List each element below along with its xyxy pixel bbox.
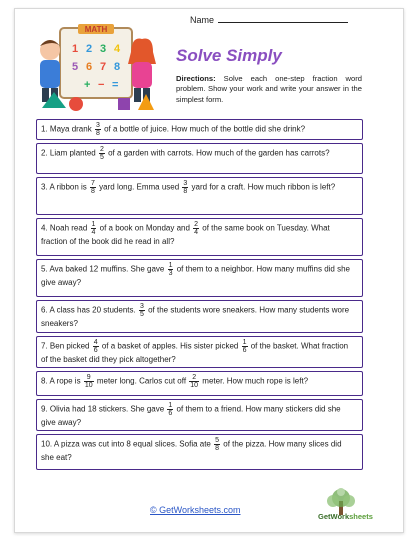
question-number: 7. xyxy=(41,341,50,351)
question-number: 2. xyxy=(41,148,50,158)
fraction-numerator: 1 xyxy=(168,262,173,269)
fraction-numerator: 4 xyxy=(93,339,98,346)
fraction-denominator: 8 xyxy=(91,188,95,195)
question-number: 1. xyxy=(41,124,50,134)
fraction-denominator: 4 xyxy=(91,229,96,236)
fraction-numerator: 9 xyxy=(84,374,94,382)
directions-label: Directions: xyxy=(176,74,216,83)
svg-text:=: = xyxy=(112,79,119,91)
question-text: A pizza was cut into 8 equal slices. Sofia ate xyxy=(53,439,214,449)
fraction-denominator: 8 xyxy=(215,445,220,452)
question-item xyxy=(36,336,363,368)
fraction xyxy=(189,374,199,389)
question-text: of them to a neighbor. How many muffins did she give away? xyxy=(41,264,350,287)
fraction-denominator: 8 xyxy=(95,130,100,137)
name-label: Name xyxy=(190,15,215,25)
question-text: of a basket of apples. His sister picked xyxy=(99,341,241,351)
fraction xyxy=(91,221,97,236)
question-text: Olivia had 18 stickers. She gave xyxy=(49,404,167,414)
question-text: of the pizza. How many slices did she eat? xyxy=(41,439,342,462)
svg-text:7: 7 xyxy=(100,61,107,73)
fraction-denominator: 4 xyxy=(194,229,199,236)
fraction xyxy=(95,122,101,137)
fraction-denominator: 10 xyxy=(84,382,93,389)
question-text: of a bottle of juice. How much of the bottle did she drink? xyxy=(101,124,306,134)
worksheet-title: Solve Simply xyxy=(176,46,282,65)
fraction xyxy=(90,180,96,195)
question-text: yard long. Emma used xyxy=(96,182,182,192)
question-item xyxy=(36,143,363,174)
fraction xyxy=(214,437,220,452)
question-text: of the same book on Tuesday. What fraction of the book did he read in all? xyxy=(41,223,330,246)
question-text: of the students wore sneakers. How many students wore sneakers? xyxy=(41,305,350,328)
fraction-numerator: 2 xyxy=(99,146,104,153)
question-text: Ben picked xyxy=(49,341,92,351)
question-item xyxy=(36,259,363,297)
fraction xyxy=(99,146,105,161)
svg-text:2: 2 xyxy=(86,43,93,55)
fraction-numerator: 1 xyxy=(91,221,96,228)
fraction xyxy=(139,303,145,318)
question-text: meter. How much rope is left? xyxy=(200,376,309,386)
question-number: 9. xyxy=(41,404,50,414)
fraction xyxy=(168,262,174,277)
name-field[interactable] xyxy=(190,14,348,25)
fraction-denominator: 6 xyxy=(93,347,98,354)
question-text: Maya drank xyxy=(49,124,94,134)
logo-text-a: GetWork xyxy=(318,512,350,521)
svg-text:+: + xyxy=(84,79,91,91)
logo-text xyxy=(318,512,373,521)
fraction-denominator: 5 xyxy=(99,154,104,161)
question-item xyxy=(36,218,363,256)
svg-text:3: 3 xyxy=(100,43,107,55)
directions-text: Solve each one-step fraction word problem. Show your work and write your answer in the simplest form. xyxy=(176,74,362,104)
question-text: of them to a friend. How many stickers did she give away? xyxy=(41,404,341,427)
svg-text:1: 1 xyxy=(72,43,79,55)
math-board-label: MATH xyxy=(84,25,108,34)
fraction-denominator: 5 xyxy=(139,311,144,318)
fraction-denominator: 6 xyxy=(242,347,247,354)
svg-text:5: 5 xyxy=(72,61,79,73)
question-text: A rope is xyxy=(49,376,83,386)
question-item xyxy=(36,434,363,470)
svg-text:4: 4 xyxy=(114,43,121,55)
question-number: 6. xyxy=(41,305,50,315)
fraction-denominator: 10 xyxy=(190,382,199,389)
fraction-numerator: 3 xyxy=(95,122,100,129)
question-item xyxy=(36,119,363,140)
logo-text-b: sheets xyxy=(349,512,373,521)
footer-link[interactable]: © GetWorksheets.com xyxy=(150,505,241,515)
fraction xyxy=(84,374,94,389)
fraction xyxy=(242,339,248,354)
fraction xyxy=(93,339,99,354)
question-number: 3. xyxy=(41,182,50,192)
question-item xyxy=(36,177,363,215)
fraction-denominator: 6 xyxy=(168,410,173,417)
question-text: of a garden with carrots. How much of the garden has carrots? xyxy=(105,148,330,158)
question-text: A class has 20 students. xyxy=(49,305,138,315)
svg-text:6: 6 xyxy=(86,61,93,73)
question-item xyxy=(36,371,363,396)
question-number: 4. xyxy=(41,223,50,233)
question-text: Liam planted xyxy=(49,148,98,158)
fraction-denominator: 3 xyxy=(168,270,173,277)
svg-text:8: 8 xyxy=(114,61,121,73)
fraction-numerator: 7 xyxy=(91,180,95,187)
question-text: of a book on Monday and xyxy=(97,223,193,233)
fraction-denominator: 8 xyxy=(183,188,188,195)
name-blank-line[interactable] xyxy=(218,14,348,23)
question-text: of the basket. What fraction of the basket did they pick altogether? xyxy=(41,341,349,364)
fraction-numerator: 1 xyxy=(242,339,247,346)
svg-text:−: − xyxy=(98,79,105,91)
fraction xyxy=(193,221,199,236)
math-kids-clipart xyxy=(32,22,160,114)
question-item xyxy=(36,300,363,333)
fraction xyxy=(167,402,173,417)
question-item xyxy=(36,399,363,431)
question-text: Ava baked 12 muffins. She gave xyxy=(49,264,167,274)
footer-link-wrap xyxy=(150,505,241,515)
directions xyxy=(176,74,362,105)
fraction xyxy=(182,180,188,195)
question-number: 5. xyxy=(41,264,50,274)
question-text: yard for a craft. How much ribbon is left? xyxy=(189,182,336,192)
question-number: 8. xyxy=(41,376,50,386)
fraction-numerator: 2 xyxy=(189,374,199,382)
fraction-numerator: 5 xyxy=(215,437,220,444)
fraction-numerator: 2 xyxy=(194,221,199,228)
fraction-numerator: 3 xyxy=(139,303,144,310)
question-text: meter long. Carlos cut off xyxy=(94,376,189,386)
question-text: Noah read xyxy=(49,223,90,233)
fraction-numerator: 3 xyxy=(183,180,188,187)
question-text: A ribbon is xyxy=(49,182,90,192)
fraction-numerator: 1 xyxy=(168,402,173,409)
question-number: 10. xyxy=(41,439,54,449)
